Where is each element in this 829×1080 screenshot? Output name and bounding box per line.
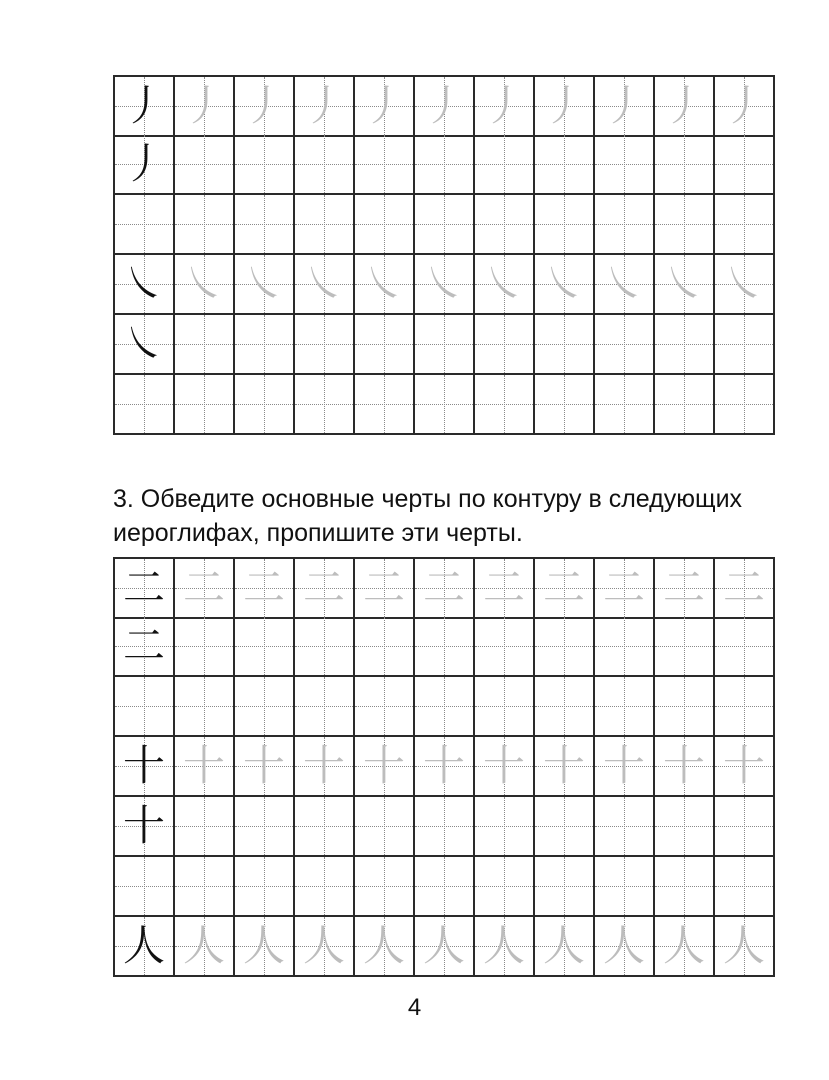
practice-cell[interactable] — [235, 797, 295, 857]
practice-cell[interactable] — [655, 797, 715, 857]
practice-cell[interactable] — [715, 737, 775, 797]
grid-row — [113, 917, 775, 977]
practice-cell[interactable] — [655, 315, 715, 375]
practice-cell[interactable] — [295, 255, 355, 315]
trace-character: ㇏ — [422, 259, 465, 308]
practice-cell[interactable] — [475, 917, 535, 977]
practice-cell[interactable] — [655, 917, 715, 977]
practice-cell[interactable] — [415, 375, 475, 435]
practice-cell[interactable] — [235, 195, 295, 255]
trace-character: 人 — [422, 921, 465, 970]
practice-cell[interactable] — [415, 195, 475, 255]
practice-cell[interactable] — [295, 557, 355, 619]
practice-cell[interactable] — [715, 75, 775, 137]
practice-cell[interactable] — [415, 617, 475, 677]
grid-row — [113, 857, 775, 917]
practice-cell[interactable] — [595, 135, 655, 195]
practice-cell[interactable] — [295, 375, 355, 435]
practice-cell[interactable] — [595, 737, 655, 797]
practice-cell[interactable] — [235, 857, 295, 917]
trace-character: 二 — [242, 563, 285, 612]
practice-cell[interactable] — [415, 315, 475, 375]
practice-cell[interactable] — [595, 75, 655, 137]
grid-row — [113, 797, 775, 857]
practice-cell[interactable] — [595, 857, 655, 917]
practice-cell[interactable] — [535, 557, 595, 619]
trace-character: 二 — [302, 563, 345, 612]
practice-cell[interactable] — [475, 135, 535, 195]
practice-cell[interactable] — [415, 75, 475, 137]
trace-character: 十 — [242, 741, 285, 790]
practice-cell[interactable] — [535, 75, 595, 137]
practice-cell[interactable] — [475, 255, 535, 315]
practice-cell[interactable] — [595, 315, 655, 375]
model-cell[interactable] — [113, 617, 175, 677]
model-cell[interactable] — [113, 797, 175, 857]
trace-character: ㇏ — [302, 259, 345, 308]
practice-cell[interactable] — [535, 857, 595, 917]
practice-cell[interactable] — [295, 75, 355, 137]
practice-cell[interactable] — [415, 917, 475, 977]
practice-cell[interactable] — [715, 857, 775, 917]
practice-cell[interactable] — [655, 135, 715, 195]
practice-cell[interactable] — [595, 797, 655, 857]
practice-cell[interactable] — [475, 315, 535, 375]
trace-character: 十 — [542, 741, 585, 790]
grid-row — [113, 737, 775, 797]
model-character: ㇏ — [122, 319, 165, 368]
trace-character: 人 — [482, 921, 525, 970]
model-cell[interactable] — [113, 917, 175, 977]
practice-cell[interactable] — [355, 135, 415, 195]
practice-cell[interactable] — [355, 557, 415, 619]
model-cell[interactable] — [113, 255, 175, 315]
model-character: ㇏ — [122, 259, 165, 308]
trace-character: ㇏ — [662, 259, 705, 308]
trace-character: 二 — [482, 563, 525, 612]
trace-character: 人 — [182, 921, 225, 970]
practice-cell[interactable] — [355, 617, 415, 677]
practice-cell[interactable] — [175, 737, 235, 797]
practice-cell[interactable] — [295, 135, 355, 195]
practice-cell[interactable] — [475, 195, 535, 255]
trace-character: 人 — [662, 921, 705, 970]
practice-cell[interactable] — [535, 135, 595, 195]
practice-cell[interactable] — [175, 857, 235, 917]
practice-cell[interactable] — [295, 315, 355, 375]
trace-character: 丿 — [422, 81, 465, 130]
practice-cell[interactable] — [655, 737, 715, 797]
trace-character: 丿 — [722, 81, 765, 130]
practice-cell[interactable] — [295, 737, 355, 797]
model-cell[interactable] — [113, 737, 175, 797]
grid-row — [113, 617, 775, 677]
trace-character: 十 — [662, 741, 705, 790]
trace-character: 十 — [602, 741, 645, 790]
grid-row — [113, 677, 775, 737]
grid-row — [113, 75, 775, 135]
model-cell[interactable] — [113, 677, 175, 737]
practice-cell[interactable] — [535, 617, 595, 677]
trace-character: 二 — [722, 563, 765, 612]
practice-cell[interactable] — [355, 737, 415, 797]
practice-cell[interactable] — [475, 75, 535, 137]
practice-cell[interactable] — [355, 857, 415, 917]
practice-cell[interactable] — [535, 917, 595, 977]
trace-character: 丿 — [242, 81, 285, 130]
practice-cell[interactable] — [415, 135, 475, 195]
practice-cell[interactable] — [595, 617, 655, 677]
practice-cell[interactable] — [475, 797, 535, 857]
practice-cell[interactable] — [355, 917, 415, 977]
practice-cell[interactable] — [355, 375, 415, 435]
practice-cell[interactable] — [715, 195, 775, 255]
trace-character: 二 — [422, 563, 465, 612]
grid-row — [113, 315, 775, 375]
practice-cell[interactable] — [235, 617, 295, 677]
practice-cell[interactable] — [475, 557, 535, 619]
trace-character: 人 — [542, 921, 585, 970]
trace-character: 人 — [302, 921, 345, 970]
practice-cell[interactable] — [355, 315, 415, 375]
trace-character: 人 — [242, 921, 285, 970]
practice-cell[interactable] — [655, 677, 715, 737]
practice-cell[interactable] — [535, 737, 595, 797]
practice-cell[interactable] — [655, 75, 715, 137]
model-cell[interactable] — [113, 557, 175, 619]
trace-character: 人 — [602, 921, 645, 970]
trace-character: 人 — [722, 921, 765, 970]
practice-cell[interactable] — [715, 617, 775, 677]
practice-cell[interactable] — [175, 75, 235, 137]
trace-character: ㇏ — [362, 259, 405, 308]
practice-cell[interactable] — [175, 135, 235, 195]
model-character: 十 — [122, 801, 165, 850]
model-cell[interactable] — [113, 375, 175, 435]
trace-character: 人 — [362, 921, 405, 970]
trace-character: 丿 — [482, 81, 525, 130]
practice-cell[interactable] — [655, 857, 715, 917]
practice-cell[interactable] — [595, 677, 655, 737]
practice-cell[interactable] — [235, 255, 295, 315]
model-character: 人 — [122, 921, 165, 970]
practice-cell[interactable] — [535, 797, 595, 857]
practice-cell[interactable] — [295, 857, 355, 917]
practice-cell[interactable] — [715, 917, 775, 977]
practice-cell[interactable] — [715, 375, 775, 435]
practice-cell[interactable] — [175, 375, 235, 435]
model-cell[interactable] — [113, 857, 175, 917]
practice-cell[interactable] — [535, 315, 595, 375]
trace-character: ㇏ — [602, 259, 645, 308]
model-cell[interactable] — [113, 195, 175, 255]
model-character: 二 — [122, 563, 165, 612]
practice-cell[interactable] — [595, 375, 655, 435]
trace-character: 丿 — [302, 81, 345, 130]
practice-cell[interactable] — [175, 797, 235, 857]
trace-character: 丿 — [662, 81, 705, 130]
practice-cell[interactable] — [235, 557, 295, 619]
practice-cell[interactable] — [655, 255, 715, 315]
practice-cell[interactable] — [235, 917, 295, 977]
trace-character: 丿 — [602, 81, 645, 130]
practice-cell[interactable] — [235, 737, 295, 797]
practice-cell[interactable] — [715, 315, 775, 375]
trace-character: 十 — [722, 741, 765, 790]
trace-character: 丿 — [182, 81, 225, 130]
grid-row — [113, 195, 775, 255]
trace-character: 丿 — [542, 81, 585, 130]
grid-row — [113, 255, 775, 315]
page-number: 4 — [407, 994, 422, 1021]
trace-character: 十 — [362, 741, 405, 790]
practice-cell[interactable] — [715, 797, 775, 857]
trace-character: ㇏ — [242, 259, 285, 308]
practice-cell[interactable] — [475, 617, 535, 677]
practice-cell[interactable] — [355, 195, 415, 255]
model-cell[interactable] — [113, 315, 175, 375]
practice-cell[interactable] — [655, 557, 715, 619]
trace-character: 二 — [542, 563, 585, 612]
practice-cell[interactable] — [655, 617, 715, 677]
practice-cell[interactable] — [175, 617, 235, 677]
trace-character: 二 — [662, 563, 705, 612]
trace-character: ㇏ — [542, 259, 585, 308]
trace-character: ㇏ — [182, 259, 225, 308]
grid-row — [113, 375, 775, 435]
trace-character: 二 — [182, 563, 225, 612]
practice-cell[interactable] — [535, 677, 595, 737]
practice-cell[interactable] — [235, 375, 295, 435]
practice-cell[interactable] — [295, 677, 355, 737]
trace-character: 十 — [482, 741, 525, 790]
practice-cell[interactable] — [355, 255, 415, 315]
model-character: 丿 — [122, 81, 165, 130]
practice-cell[interactable] — [295, 917, 355, 977]
trace-character: 丿 — [362, 81, 405, 130]
practice-cell[interactable] — [475, 737, 535, 797]
model-cell[interactable] — [113, 135, 175, 195]
practice-grid-top — [113, 75, 775, 435]
practice-cell[interactable] — [415, 737, 475, 797]
practice-cell[interactable] — [595, 917, 655, 977]
practice-cell[interactable] — [715, 135, 775, 195]
practice-cell[interactable] — [415, 857, 475, 917]
model-character: 二 — [122, 621, 165, 670]
trace-character: 二 — [602, 563, 645, 612]
trace-character: ㇏ — [722, 259, 765, 308]
practice-cell[interactable] — [475, 857, 535, 917]
practice-cell[interactable] — [295, 617, 355, 677]
model-character: 丿 — [122, 139, 165, 188]
practice-cell[interactable] — [715, 677, 775, 737]
practice-cell[interactable] — [235, 677, 295, 737]
practice-cell[interactable] — [295, 797, 355, 857]
practice-cell[interactable] — [595, 195, 655, 255]
practice-cell[interactable] — [475, 677, 535, 737]
practice-cell[interactable] — [595, 255, 655, 315]
exercise-instruction: 3. Обведите основные черты по контуру в следующих иероглифах, пропишите эти черты. — [113, 485, 743, 547]
trace-character: 二 — [362, 563, 405, 612]
practice-cell[interactable] — [175, 557, 235, 619]
practice-cell[interactable] — [655, 195, 715, 255]
practice-cell[interactable] — [415, 677, 475, 737]
practice-cell[interactable] — [235, 315, 295, 375]
grid-row — [113, 557, 775, 617]
practice-cell[interactable] — [715, 557, 775, 619]
practice-cell[interactable] — [655, 375, 715, 435]
model-character: 十 — [122, 741, 165, 790]
practice-cell[interactable] — [475, 375, 535, 435]
practice-cell[interactable] — [175, 195, 235, 255]
practice-grid-bottom — [113, 557, 775, 977]
practice-cell[interactable] — [415, 255, 475, 315]
practice-cell[interactable] — [415, 797, 475, 857]
trace-character: 十 — [422, 741, 465, 790]
practice-cell[interactable] — [175, 917, 235, 977]
practice-cell[interactable] — [235, 135, 295, 195]
practice-cell[interactable] — [715, 255, 775, 315]
practice-cell[interactable] — [535, 375, 595, 435]
practice-cell[interactable] — [355, 75, 415, 137]
trace-character: ㇏ — [482, 259, 525, 308]
practice-cell[interactable] — [355, 677, 415, 737]
practice-cell[interactable] — [535, 195, 595, 255]
practice-cell[interactable] — [535, 255, 595, 315]
practice-cell[interactable] — [595, 557, 655, 619]
practice-cell[interactable] — [295, 195, 355, 255]
model-cell[interactable] — [113, 75, 175, 137]
grid-row — [113, 135, 775, 195]
trace-character: 十 — [182, 741, 225, 790]
practice-cell[interactable] — [175, 315, 235, 375]
practice-cell[interactable] — [175, 255, 235, 315]
practice-cell[interactable] — [355, 797, 415, 857]
trace-character: 十 — [302, 741, 345, 790]
practice-cell[interactable] — [175, 677, 235, 737]
practice-cell[interactable] — [235, 75, 295, 137]
practice-cell[interactable] — [415, 557, 475, 619]
